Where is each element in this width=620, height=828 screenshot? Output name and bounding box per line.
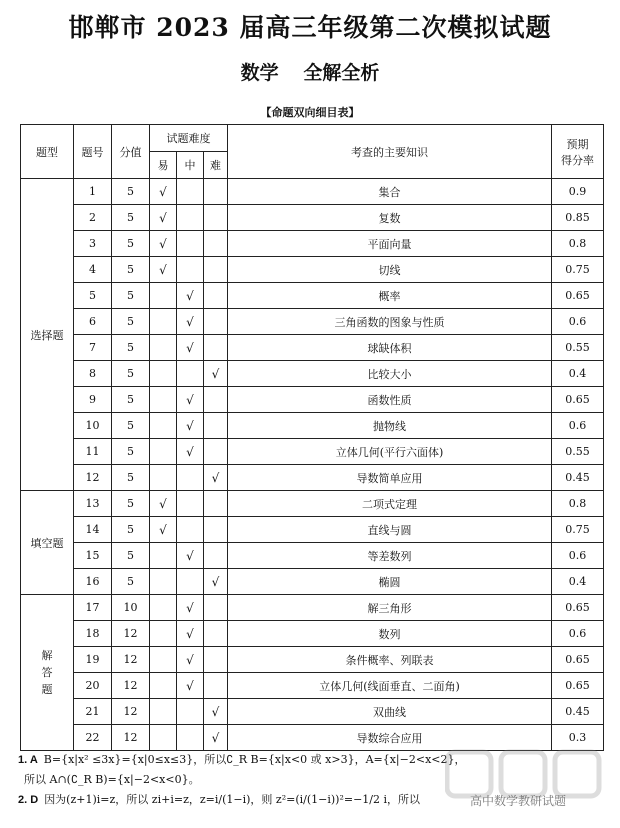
table-row: [21, 699, 604, 725]
mid-cell: [177, 361, 204, 387]
score-cell: 5: [112, 491, 150, 517]
header-no: 题号: [74, 125, 112, 179]
easy-cell: [150, 621, 177, 647]
table-row: [21, 231, 604, 257]
table-row: [21, 673, 604, 699]
spec-table: [20, 124, 604, 751]
expected-rate-cell: 0.45: [552, 699, 604, 725]
question-number-cell: 12: [74, 465, 112, 491]
header-type: 题型: [21, 125, 74, 179]
hard-cell: √: [204, 725, 228, 751]
watermark-text: 高中数学教研试题: [470, 794, 567, 808]
header-mid: 中: [177, 152, 204, 179]
expected-rate-cell: 0.6: [552, 543, 604, 569]
subject-label: 数学: [240, 62, 279, 84]
score-cell: 12: [112, 725, 150, 751]
question-number-cell: 16: [74, 569, 112, 595]
score-cell: 5: [112, 439, 150, 465]
table-row: [21, 257, 604, 283]
score-cell: 5: [112, 413, 150, 439]
score-cell: 12: [112, 647, 150, 673]
easy-cell: [150, 439, 177, 465]
score-cell: 5: [112, 257, 150, 283]
hard-cell: [204, 621, 228, 647]
score-cell: 10: [112, 595, 150, 621]
hard-cell: [204, 335, 228, 361]
score-cell: 5: [112, 361, 150, 387]
hard-cell: [204, 257, 228, 283]
question-number-cell: 9: [74, 387, 112, 413]
table-row: [21, 413, 604, 439]
table-body: [21, 179, 604, 751]
score-cell: 5: [112, 465, 150, 491]
easy-cell: [150, 361, 177, 387]
knowledge-cell: 二项式定理: [228, 491, 552, 517]
expected-rate-cell: 0.65: [552, 283, 604, 309]
answer-number: 1. A: [18, 754, 38, 766]
expected-rate-cell: 0.55: [552, 439, 604, 465]
question-number-cell: 5: [74, 283, 112, 309]
question-number-cell: 11: [74, 439, 112, 465]
table-row: [21, 569, 604, 595]
question-type-cell: 填空题: [21, 491, 74, 595]
header-difficulty: 试题难度: [150, 125, 228, 152]
header-knowledge: 考查的主要知识: [228, 125, 552, 179]
table-row: [21, 335, 604, 361]
knowledge-cell: 导数综合应用: [228, 725, 552, 751]
knowledge-cell: 复数: [228, 205, 552, 231]
score-cell: 5: [112, 387, 150, 413]
mid-cell: [177, 205, 204, 231]
hard-cell: √: [204, 465, 228, 491]
easy-cell: √: [150, 491, 177, 517]
mid-cell: [177, 517, 204, 543]
knowledge-cell: 导数简单应用: [228, 465, 552, 491]
easy-cell: √: [150, 517, 177, 543]
easy-cell: [150, 595, 177, 621]
score-cell: 5: [112, 205, 150, 231]
knowledge-cell: 切线: [228, 257, 552, 283]
knowledge-cell: 数列: [228, 621, 552, 647]
expected-rate-cell: 0.65: [552, 595, 604, 621]
question-number-cell: 15: [74, 543, 112, 569]
hard-cell: [204, 231, 228, 257]
table-row: [21, 361, 604, 387]
table-caption: 【命题双向细目表】: [260, 106, 360, 119]
answer-number: 2. D: [18, 794, 39, 806]
knowledge-cell: 三角函数的图象与性质: [228, 309, 552, 335]
score-cell: 5: [112, 335, 150, 361]
knowledge-cell: 直线与圆: [228, 517, 552, 543]
table-row: [21, 205, 604, 231]
table-row: [21, 543, 604, 569]
expected-rate-cell: 0.6: [552, 621, 604, 647]
easy-cell: [150, 699, 177, 725]
mid-cell: [177, 179, 204, 205]
easy-cell: [150, 335, 177, 361]
mid-cell: √: [177, 335, 204, 361]
question-number-cell: 3: [74, 231, 112, 257]
mid-cell: √: [177, 647, 204, 673]
expected-rate-cell: 0.45: [552, 465, 604, 491]
hard-cell: √: [204, 569, 228, 595]
question-number-cell: 4: [74, 257, 112, 283]
table-row: [21, 725, 604, 751]
header-hard: 难: [204, 152, 228, 179]
knowledge-cell: 概率: [228, 283, 552, 309]
table-row: [21, 439, 604, 465]
answer-text: B={x|x² ≤3x}={x|0≤x≤3}，所以∁_R B={x|x<0 或 x>3}，A={x|−2<x<2}，: [43, 753, 466, 766]
question-number-cell: 7: [74, 335, 112, 361]
question-number-cell: 17: [74, 595, 112, 621]
answer-line-1: [18, 750, 608, 770]
question-number-cell: 14: [74, 517, 112, 543]
hard-cell: [204, 673, 228, 699]
hard-cell: [204, 179, 228, 205]
mid-cell: √: [177, 595, 204, 621]
expected-rate-cell: 0.6: [552, 413, 604, 439]
knowledge-cell: 立体几何(平行六面体): [228, 439, 552, 465]
expected-rate-cell: 0.4: [552, 569, 604, 595]
hard-cell: √: [204, 361, 228, 387]
question-number-cell: 1: [74, 179, 112, 205]
mid-cell: √: [177, 413, 204, 439]
expected-rate-cell: 0.8: [552, 491, 604, 517]
knowledge-cell: 条件概率、列联表: [228, 647, 552, 673]
easy-cell: [150, 543, 177, 569]
question-type-cell: 选择题: [21, 179, 74, 491]
question-number-cell: 18: [74, 621, 112, 647]
mid-cell: [177, 725, 204, 751]
header-expected-line1: 预期: [566, 137, 589, 151]
question-number-cell: 20: [74, 673, 112, 699]
header-easy: 易: [150, 152, 177, 179]
hard-cell: [204, 595, 228, 621]
knowledge-cell: 椭圆: [228, 569, 552, 595]
hard-cell: [204, 647, 228, 673]
expected-rate-cell: 0.75: [552, 517, 604, 543]
mid-cell: √: [177, 673, 204, 699]
score-cell: 5: [112, 231, 150, 257]
mid-cell: [177, 491, 204, 517]
mid-cell: [177, 465, 204, 491]
mid-cell: [177, 231, 204, 257]
easy-cell: √: [150, 257, 177, 283]
expected-rate-cell: 0.6: [552, 309, 604, 335]
hard-cell: [204, 439, 228, 465]
expected-rate-cell: 0.9: [552, 179, 604, 205]
mid-cell: √: [177, 283, 204, 309]
header-expected-rate: [552, 125, 604, 179]
knowledge-cell: 平面向量: [228, 231, 552, 257]
easy-cell: [150, 283, 177, 309]
expected-rate-cell: 0.3: [552, 725, 604, 751]
question-number-cell: 22: [74, 725, 112, 751]
answer-text: 因为(z+1)i=z，所以 zi+i=z，z=i/(1−i)，则 z²=(i/(1−i))²=−1/2 i，所以: [44, 793, 421, 806]
knowledge-cell: 函数性质: [228, 387, 552, 413]
mid-cell: [177, 699, 204, 725]
hard-cell: [204, 491, 228, 517]
easy-cell: [150, 387, 177, 413]
easy-cell: √: [150, 179, 177, 205]
mid-cell: √: [177, 387, 204, 413]
hard-cell: [204, 543, 228, 569]
hard-cell: [204, 309, 228, 335]
score-cell: 12: [112, 673, 150, 699]
table-row: [21, 517, 604, 543]
knowledge-cell: 集合: [228, 179, 552, 205]
hard-cell: [204, 387, 228, 413]
easy-cell: √: [150, 231, 177, 257]
hard-cell: [204, 517, 228, 543]
score-cell: 5: [112, 543, 150, 569]
easy-cell: [150, 673, 177, 699]
question-number-cell: 6: [74, 309, 112, 335]
expected-rate-cell: 0.4: [552, 361, 604, 387]
easy-cell: [150, 465, 177, 491]
question-number-cell: 19: [74, 647, 112, 673]
mid-cell: [177, 569, 204, 595]
table-row: [21, 283, 604, 309]
knowledge-cell: 比较大小: [228, 361, 552, 387]
expected-rate-cell: 0.85: [552, 205, 604, 231]
expected-rate-cell: 0.65: [552, 387, 604, 413]
hard-cell: √: [204, 699, 228, 725]
table-row: [21, 309, 604, 335]
header-expected-line2: 得分率: [561, 153, 594, 167]
mid-cell: √: [177, 439, 204, 465]
header-score: 分值: [112, 125, 150, 179]
table-row: [21, 465, 604, 491]
easy-cell: [150, 647, 177, 673]
knowledge-cell: 解三角形: [228, 595, 552, 621]
expected-rate-cell: 0.8: [552, 231, 604, 257]
score-cell: 12: [112, 621, 150, 647]
easy-cell: [150, 413, 177, 439]
question-type-cell: 解 答 题: [21, 595, 74, 751]
hard-cell: [204, 205, 228, 231]
answer-text: 所以 A∩(∁_R B)={x|−2<x<0}。: [24, 773, 200, 786]
table-row: [21, 387, 604, 413]
expected-rate-cell: 0.75: [552, 257, 604, 283]
question-number-cell: 8: [74, 361, 112, 387]
score-cell: 5: [112, 283, 150, 309]
mid-cell: [177, 257, 204, 283]
mid-cell: √: [177, 309, 204, 335]
expected-rate-cell: 0.65: [552, 673, 604, 699]
knowledge-cell: 立体几何(线面垂直、二面角): [228, 673, 552, 699]
subtitle-label: 全解全析: [303, 62, 380, 84]
question-number-cell: 13: [74, 491, 112, 517]
table-row: [21, 179, 604, 205]
table-row: [21, 491, 604, 517]
mid-cell: √: [177, 543, 204, 569]
question-number-cell: 21: [74, 699, 112, 725]
table-row: [21, 621, 604, 647]
easy-cell: [150, 725, 177, 751]
knowledge-cell: 抛物线: [228, 413, 552, 439]
score-cell: 12: [112, 699, 150, 725]
table-row: [21, 647, 604, 673]
easy-cell: √: [150, 205, 177, 231]
score-cell: 5: [112, 517, 150, 543]
hard-cell: [204, 283, 228, 309]
easy-cell: [150, 569, 177, 595]
score-cell: 5: [112, 179, 150, 205]
question-number-cell: 2: [74, 205, 112, 231]
question-number-cell: 10: [74, 413, 112, 439]
page-title: 邯郸市 2023 届高三年级第二次模拟试题: [68, 13, 552, 42]
score-cell: 5: [112, 569, 150, 595]
answer-line-2: [18, 770, 608, 790]
page-subtitle: [0, 58, 620, 85]
easy-cell: [150, 309, 177, 335]
hard-cell: [204, 413, 228, 439]
score-cell: 5: [112, 309, 150, 335]
knowledge-cell: 球缺体积: [228, 335, 552, 361]
knowledge-cell: 等差数列: [228, 543, 552, 569]
mid-cell: √: [177, 621, 204, 647]
knowledge-cell: 双曲线: [228, 699, 552, 725]
expected-rate-cell: 0.65: [552, 647, 604, 673]
expected-rate-cell: 0.55: [552, 335, 604, 361]
table-row: [21, 595, 604, 621]
